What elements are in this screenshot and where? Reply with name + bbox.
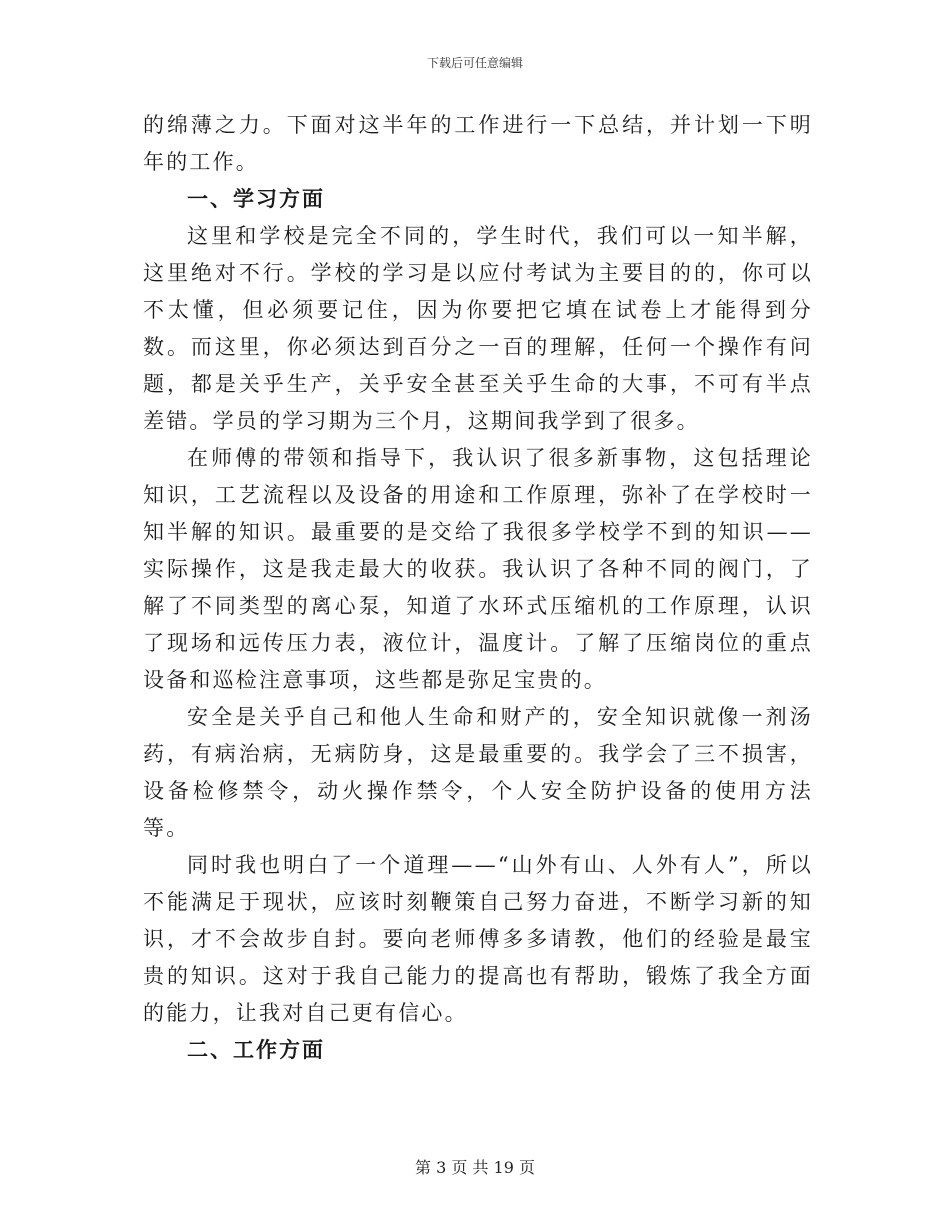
page-header: 下载后可任意编辑 (426, 56, 523, 70)
section-heading-study: 一、学习方面 (187, 187, 325, 211)
paragraph-study-2: 在师傅的带领和指导下，我认识了很多新事物，这包括理论知识，工艺流程以及设备的用途和工作原理，弥补了在学校时一知半解的知识。最重要的是交给了我很多学校学不到的知识——实际操作，这是我走最大的收获。我认识了各种不同的阀门，了解了不同类型的离心泵，知道了水环式压缩机的工作原理，认识了现场和远传压力表，液位计，温度计。了解了压缩岗位的重点设备和巡检注意事项，这些都是弥足宝贵的。 (143, 446, 813, 692)
document-body (143, 107, 813, 1069)
section-heading-work: 二、工作方面 (187, 1038, 325, 1062)
paragraph-study-1: 这里和学校是完全不同的，学生时代，我们可以一知半解，这里绝对不行。学校的学习是以应付考试为主要目的的，你可以不太懂，但必须要记住，因为你要把它填在试卷上才能得到分数。而这里，你必须达到百分之一百的理解，任何一个操作有问题，都是关乎生产，关乎安全甚至关乎生命的大事，不可有半点差错。学员的学习期为三个月，这期间我学到了很多。 (143, 224, 813, 433)
paragraph-study-3: 安全是关乎自己和他人生命和财产的，安全知识就像一剂汤药，有病治病，无病防身，这是最重要的。我学会了三不损害，设备检修禁令，动火操作禁令，个人安全防护设备的使用方法等。 (143, 705, 813, 840)
intro-paragraph: 的绵薄之力。下面对这半年的工作进行一下总结，并计划一下明年的工作。 (143, 113, 813, 174)
page-number: 第 3 页 共 19 页 (415, 1158, 535, 1177)
paragraph-study-4: 同时我也明白了一个道理——“山外有山、人外有人”，所以不能满足于现状，应该时刻鞭策自己努力奋进，不断学习新的知识，才不会故步自封。要向老师傅多多请教，他们的经验是最宝贵的知识。这对于我自己能力的提高也有帮助，锻炼了我全方面的能力，让我对自己更有信心。 (143, 853, 813, 1025)
